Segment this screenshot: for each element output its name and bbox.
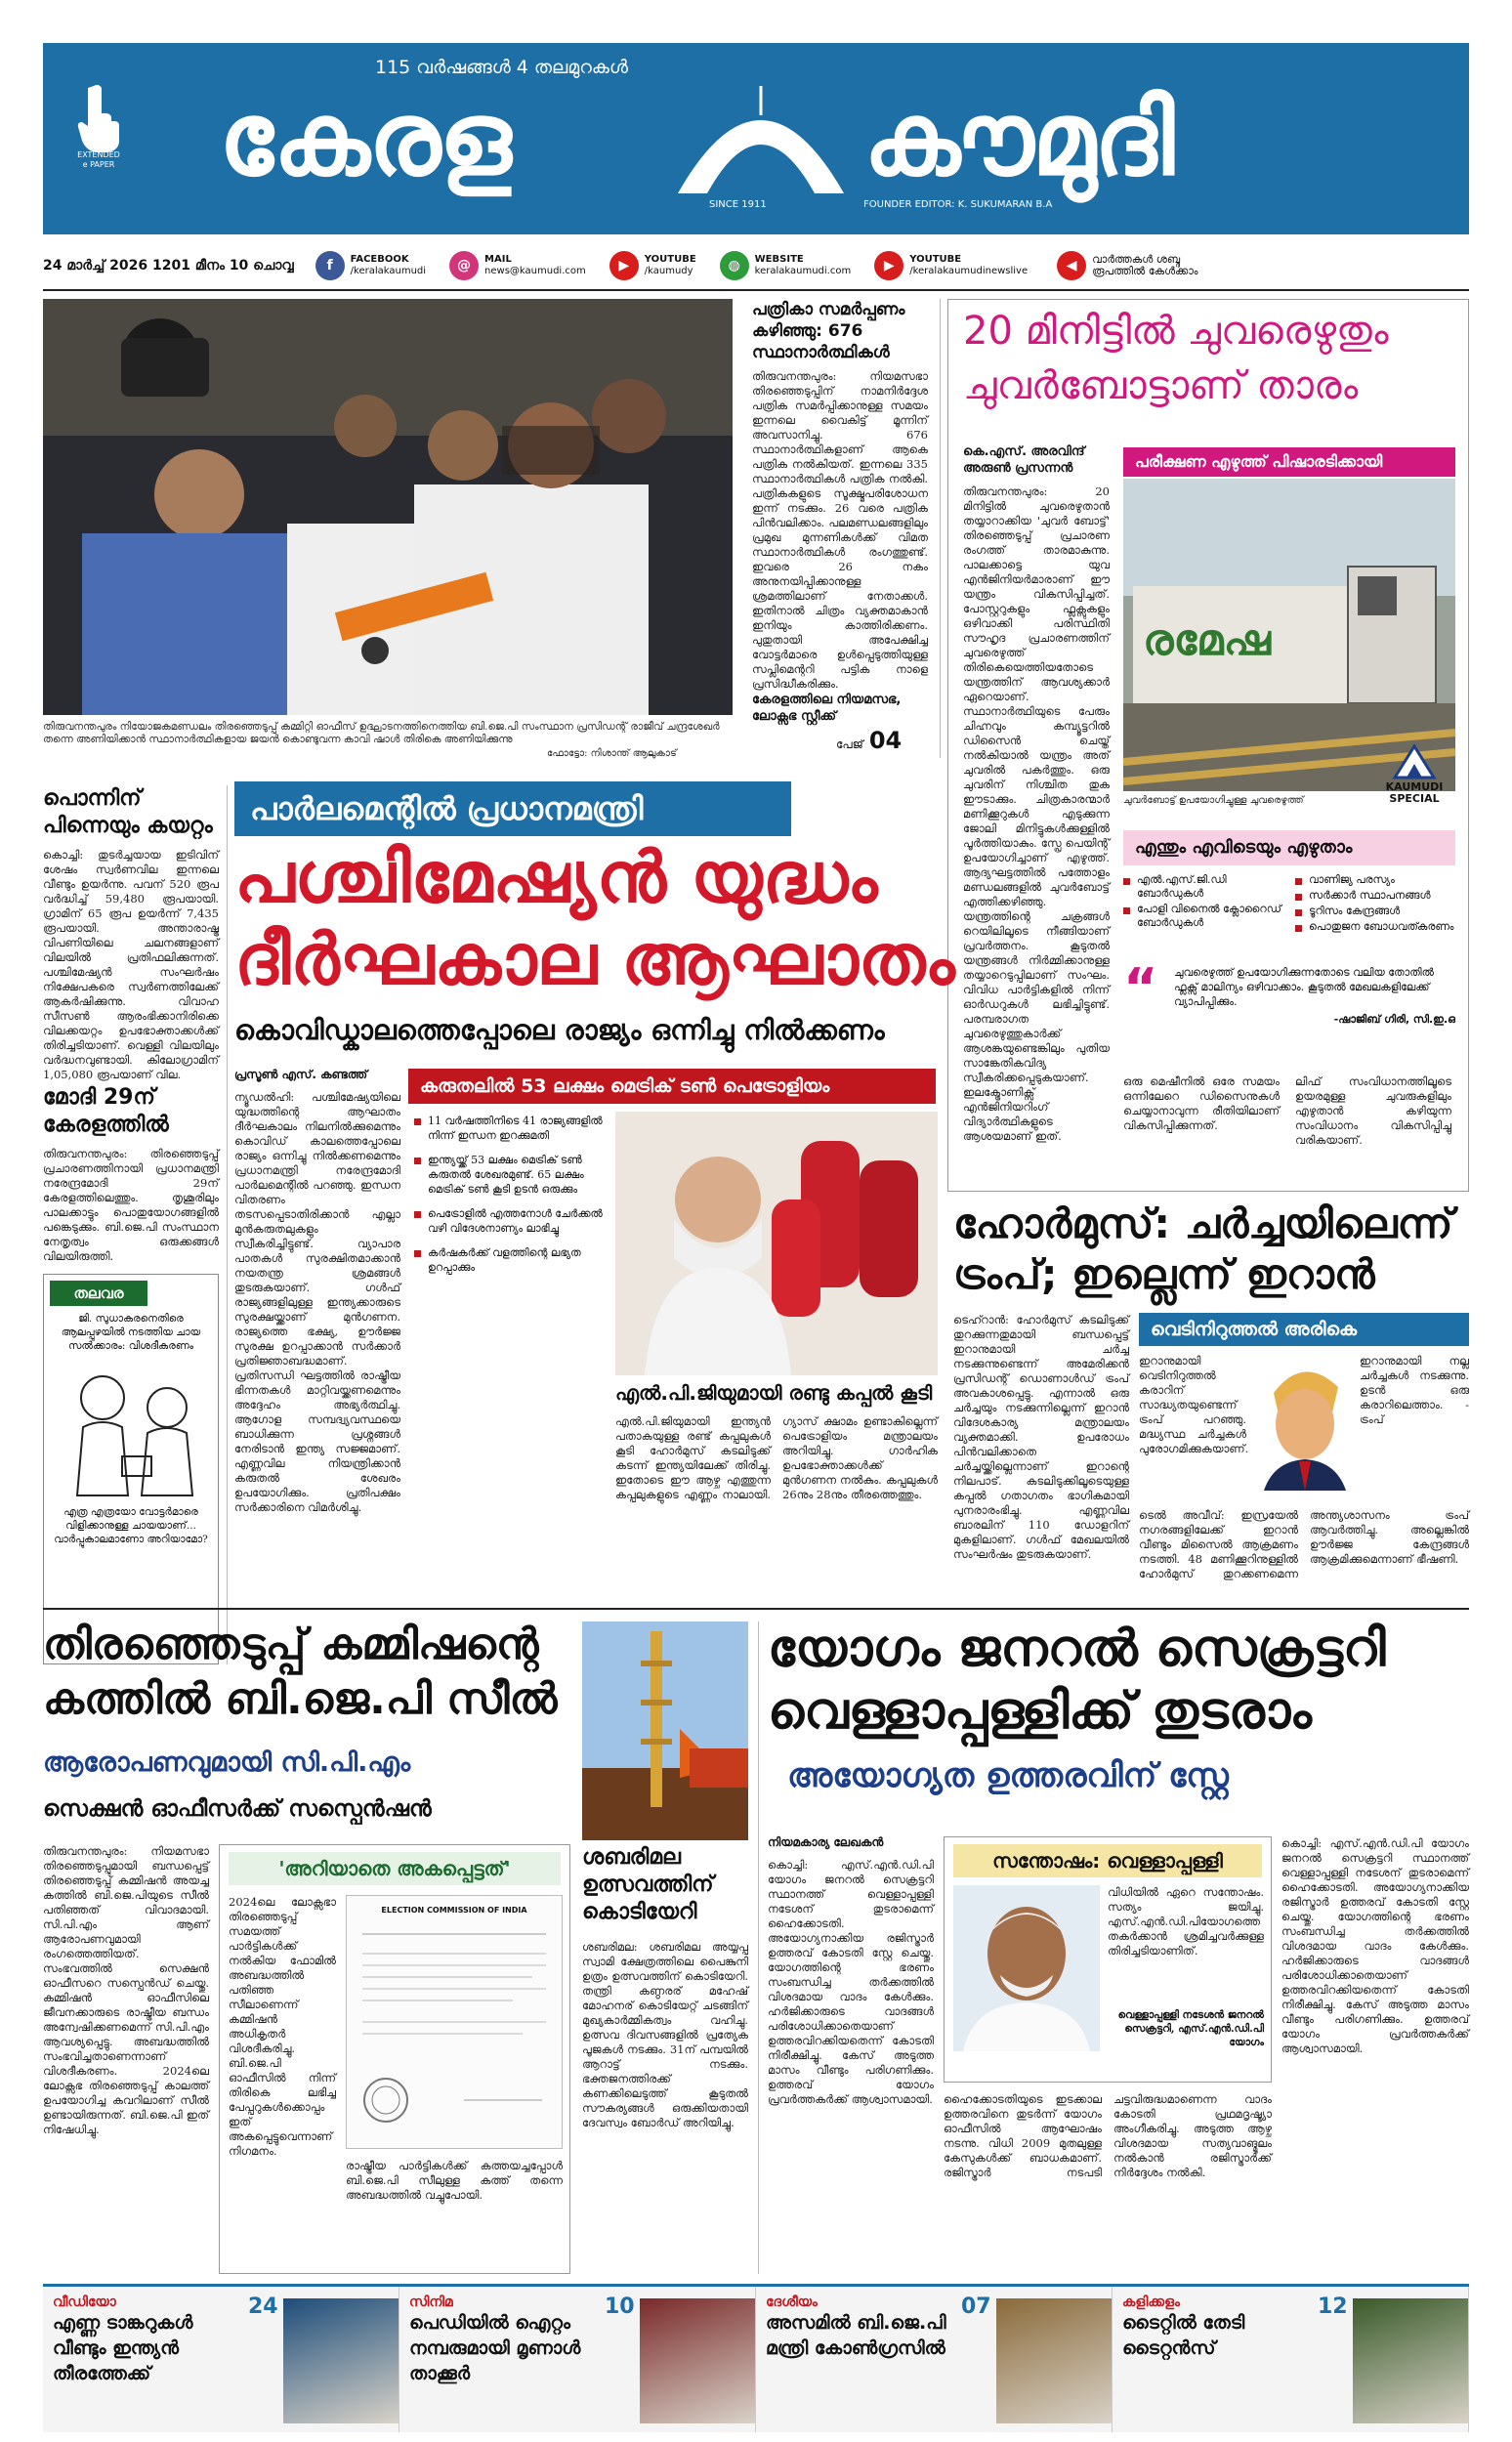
hormuz-body-2: ടെൽ അവീവ്: ഇസ്രയേൽ നഗരങ്ങളിലേക്ക് ഇറാൻ വീണ്ടും മിസൈൽ ആക്രമണം നടത്തി. 48 മണിക്കൂറിനുള്ളിൽ ഹോർമുസ് തുറക്കണമെന്ന അന്ത്യശാസനം ട്രംപ് ആവർത്തിച്ചു. അല്ലെങ്കിൽ ഊർജ്ജ കേന്ദ്രങ്ങൾ ആക്രമിക്കുമെന്നാണ് ഭീഷണി. bbox=[1139, 1508, 1469, 1580]
yogam-headline-2: വെള്ളാപ്പള്ളിക്ക് തുടരാം bbox=[768, 1682, 1312, 1741]
date-text: 24 മാർച്ച് 2026 1201 മീനം 10 ചൊവ്വ bbox=[43, 258, 294, 274]
youtube-icon: ▶ bbox=[874, 251, 903, 280]
footer-page-number: 24 bbox=[248, 2295, 278, 2319]
footer-teasers bbox=[43, 2284, 1469, 2432]
quote-block bbox=[1123, 957, 1455, 1045]
masthead bbox=[43, 43, 1469, 234]
where-item: സർക്കാർ സ്ഥാപനങ്ങൾ bbox=[1295, 889, 1455, 903]
page-number: 04 bbox=[868, 727, 903, 754]
reserve-item: കർഷകർക്ക് വളത്തിന്റെ ലഭ്യത ഉറപ്പാക്കും bbox=[414, 1245, 606, 1275]
gold-title: പൊന്നിന് പിന്നെയും കയറ്റം bbox=[43, 786, 213, 838]
footer-section-label: ദേശീയം bbox=[766, 2295, 818, 2310]
where-title: എന്തും എവിടെയും എഴുതാം bbox=[1123, 830, 1455, 865]
nomination-title: പത്രികാ സമർപ്പണം കഴിഞ്ഞു: 676 സ്ഥാനാർത്ഥികൾ bbox=[752, 300, 905, 362]
nomination-body: തിരുവനന്തപുരം: നിയമസഭാ തിരഞ്ഞെടുപ്പിന് നാമനിർദ്ദേശ പത്രിക സമർപ്പിക്കാനുള്ള സമയം ഇന്നലെ വൈകിട്ട് മൂന്നിന് അവസാനിച്ചു. 676 സ്ഥാനാർത്ഥികളാണ് ആകെ പത്രിക നൽകിയത്. ഇന്നലെ 335 സ്ഥാനാർത്ഥികൾ പത്രിക നൽകി. പത്രികകളുടെ സൂക്ഷ്മപരിശോധന ഇന്ന് നടക്കും. 26 വരെ പത്രിക പിൻവലിക്കാം. പലമണ്ഡലങ്ങളിലും പ്രമുഖ മുന്നണികൾക്ക് വിമത സ്ഥാനാർത്ഥികൾ രംഗത്തുണ്ട്. ഇവരെ 26 നകം അനുനയിപ്പിക്കാനുള്ള ശ്രമത്തിലാണ് നേതാക്കൾ. ഇതിനാൽ ചിത്രം വ്യക്തമാകാൻ ഇനിയും കാത്തിരിക്കണം. പുതുതായി അപേക്ഷിച്ച വോട്ടർമാരെ ഉൾപ്പെടുത്തിയുള്ള സപ്ലിമെന്ററി പട്ടിക നാളെ പ്രസിദ്ധീകരിക്കും. bbox=[752, 369, 928, 691]
reserve-bar: കരുതലിൽ 53 ലക്ഷം മെട്രിക് ടൺ പെട്രോളിയം bbox=[408, 1069, 936, 1104]
wall-byline: കെ.എസ്. അരവിന്ദ് അരുൺ പ്രസന്നൻ bbox=[963, 444, 1085, 476]
audio-text: വാർത്തകൾ ശബ്ദ രൂപത്തിൽ കേൾക്കാം bbox=[1092, 253, 1198, 277]
yogam-byline: നിയമകാര്യ ലേഖകൻ bbox=[768, 1835, 884, 1849]
election-box-body: 2024ലെ ലോക്സഭാ തിരഞ്ഞെടുപ്പ് സമയത്ത് പാർട്ടികൾക്ക് നൽകിയ ഫോമിൽ അബദ്ധത്തിൽ പതിഞ്ഞ സീലാണെന്ന് കമ്മിഷൻ അധികൃതർ വിശദീകരിച്ചു. ബി.ജെ.പി ഓഫീസിൽ നിന്ന് തിരികെ ലഭിച്ച പേപ്പറുകൾക്കൊപ്പം ഇത് അകപ്പെട്ടുവെന്നാണ് നിഗമനം. bbox=[229, 1895, 336, 2158]
where-item: പൊതുജന ബോധവത്കരണം bbox=[1295, 920, 1455, 934]
yogam-subhead: അയോഗ്യത ഉത്തരവിന് സ്റ്റേ bbox=[787, 1756, 1229, 1795]
hormuz-headline-1: ഹോർമുസ്: ചർച്ചയിലെന്ന് bbox=[953, 1200, 1453, 1247]
hormuz-headline-2: ട്രംപ്; ഇല്ലെന്ന് ഇറാൻ bbox=[953, 1250, 1375, 1298]
cartoon-illustration bbox=[44, 1359, 218, 1505]
gold-body: കൊച്ചി: തുടർച്ചയായ ഇടിവിന് ശേഷം സ്വർണവില ഇന്നലെ വീണ്ടും ഉയർന്നു. പവന് 520 രൂപ വർദ്ധിച്ച് 59,480 രൂപയായി. ഗ്രാമിന് 65 രൂപ ഉയർന്ന് 7,435 രൂപയായി. അന്താരാഷ്ട്ര വിപണിയിലെ ചലനങ്ങളാണ് വിലയിൽ പ്രതിഫലിക്കുന്നത്. പശ്ചിമേഷ്യൻ സംഘർഷം നിക്ഷേപകരെ സ്വർണത്തിലേക്ക് ആകർഷിക്കുന്നു. വിവാഹ സീസൺ ആരംഭിക്കാനിരിക്കെ വിലക്കയറ്റം ഉപഭോക്താക്കൾക്ക് തിരിച്ചടിയാണ്. വെള്ളി വിലയിലും വർദ്ധനവുണ്ടായി. കിലോഗ്രാമിന് 1,05,080 രൂപയാണ് വില. bbox=[43, 848, 219, 1081]
footer-teaser-text: എണ്ണ ടാങ്കറുകൾ വീണ്ടും ഇന്ത്യൻ തീരത്തേക്ക് bbox=[53, 2312, 193, 2384]
election-headline-1: തിരഞ്ഞെടുപ്പ് കമ്മിഷന്റെ bbox=[43, 1620, 539, 1669]
footer-page-number: 07 bbox=[961, 2295, 991, 2319]
modi-title: മോദി 29ന് കേരളത്തിൽ bbox=[43, 1085, 169, 1137]
where-item: എൽ.എസ്.ജി.ഡി ബോർഡുകൾ bbox=[1123, 873, 1283, 901]
founder-label: FOUNDER EDITOR: K. SUKUMARAN B.A bbox=[863, 199, 1053, 210]
footer-thumbnail bbox=[996, 2298, 1112, 2423]
mail-icon: @ bbox=[449, 251, 479, 280]
where-list bbox=[1123, 873, 1455, 934]
election-sub-1: ആരോപണവുമായി സി.പി.എം bbox=[43, 1747, 411, 1778]
wall-photo-caption: ചുവർബോട്ട് ഉപയോഗിച്ചുള്ള ചുവരെഴുത്ത് bbox=[1123, 795, 1304, 806]
footer-teaser-text: അസമിൽ ബി.ജെ.പി മന്ത്രി കോൺഗ്രസിൽ bbox=[766, 2312, 946, 2359]
footer-section-label: സിനിമ bbox=[409, 2295, 453, 2310]
election-sub-2: സെക്ഷൻ ഓഫീസർക്ക് സസ്പെൻഷൻ bbox=[43, 1796, 432, 1822]
vellappally-portrait bbox=[953, 1885, 1100, 2051]
wall-photo bbox=[1123, 479, 1455, 791]
campaign-photo-illustration bbox=[43, 299, 733, 715]
badge-text: KAUMUDI SPECIAL bbox=[1385, 780, 1444, 805]
reserve-item: 11 വർഷത്തിനിടെ 41 രാജ്യങ്ങളിൽ നിന്ന് ഇന്ധന ഇറക്കുമതി bbox=[414, 1114, 606, 1143]
social-text bbox=[755, 254, 852, 277]
dateline bbox=[43, 246, 1469, 285]
audio-link[interactable] bbox=[1057, 251, 1219, 280]
election-headline-2: കത്തിൽ ബി.ജെ.പി സീൽ bbox=[43, 1674, 558, 1724]
letter-lines-illustration bbox=[347, 1915, 562, 2139]
top-photo-credit: ഫോട്ടോ: നിശാന്ത് ആലുകാട് bbox=[547, 748, 677, 759]
reserve-list bbox=[414, 1114, 606, 1485]
yogam-body: കൊച്ചി: എസ്.എൻ.ഡി.പി യോഗം ജനറൽ സെക്രട്ടറി സ്ഥാനത്ത് വെള്ളാപ്പള്ളി നടേശന് തുടരാമെന്ന് ഹൈക്കോടതി. അയോഗ്യനാക്കിയ രജിസ്ട്രാർ ഉത്തരവ് കോടതി സ്റ്റേ ചെയ്തു. യോഗത്തിന്റെ ഭരണം സംബന്ധിച്ച തർക്കത്തിൽ വിശദമായ വാദം കേൾക്കും. ഹർജിക്കാരുടെ വാദങ്ങൾ പരിശോധിക്കാതെയാണ് ഉത്തരവിറക്കിയതെന്ന് കോടതി നിരീക്ഷിച്ചു. കേസ് അടുത്ത മാസം വീണ്ടും പരിഗണിക്കും. ഉത്തരവ് യോഗം പ്രവർത്തകർക്ക് ആശ്വാസമായി. bbox=[768, 1858, 934, 2106]
sabarimala-title: ശബരിമല ഉത്സവത്തിന് കൊടിയേറി bbox=[582, 1845, 714, 1924]
ceasefire-body: ഇറാനുമായി വെടിനിറുത്തൽ കരാറിന് സാദ്ധ്യതയുണ്ടെന്ന് ട്രംപ് പറഞ്ഞു. മദ്ധ്യസ്ഥ ചർച്ചകൾ പുരോഗമിക്കുകയാണ്. bbox=[1139, 1354, 1249, 1455]
main-byline: പ്രസൂൺ എസ്. കണ്ടത്ത് bbox=[234, 1068, 368, 1081]
wall-extra-2: ലിഫ് സംവിധാനത്തിലൂടെ ഉയരമുള്ള ചുവരുകളിലും എഴുതാൻ കഴിയുന്ന സംവിധാനം വികസിപ്പിച്ചു വരികയാണ്. bbox=[1295, 1074, 1451, 1147]
footer-teaser-thumb-block bbox=[1318, 2295, 1458, 2424]
mountain-icon bbox=[1395, 746, 1434, 778]
modi-photo bbox=[615, 1112, 938, 1375]
social-link-mail-1[interactable] bbox=[449, 251, 586, 280]
social-text bbox=[909, 254, 1028, 277]
epaper-badge[interactable] bbox=[64, 82, 133, 189]
cartoon-bottom-text: എത്ര എത്രയോ വോട്ടർമാരെ വിളിക്കാനുള്ള ചായയാണ്... വാർപ്പുകാലമാണോ അറിയാമോ? bbox=[54, 1506, 208, 1545]
nomination-more: കേരളത്തിലെ നിയമസഭ, ലോക്സഭ സ്റ്റീക്ക് bbox=[752, 693, 902, 724]
facebook-icon: f bbox=[315, 251, 345, 280]
top-photo-caption: തിരുവനന്തപുരം നിയോജകമണ്ഡലം തിരഞ്ഞെടുപ്പ് കമ്മിറ്റി ഓഫീസ് ഉദ്ഘാടനത്തിനെത്തിയ ബി.ജെ.പി സംസ്ഥാന പ്രസിഡന്റ് രാജീവ് ചന്ദ്രശേഖർ തന്നെ അണിയിക്കാൻ സ്ഥാനാർത്ഥികളായ ജയൻ കൊണ്ടുവന്ന കാവി ഷാൾ തിരികെ അണിയിക്കുന്നു bbox=[43, 721, 720, 745]
social-name: YOUTUBE bbox=[909, 254, 962, 265]
nomination-page-ref[interactable] bbox=[836, 727, 902, 754]
footer-thumbnail bbox=[283, 2298, 399, 2423]
modi-body: തിരുവനന്തപുരം: തിരഞ്ഞെടുപ്പ് പ്രചാരണത്തിനായി പ്രധാനമന്ത്രി നരേന്ദ്രമോദി 29ന് കേരളത്തിലെത്തും. തൃശൂരിലും പാലക്കാട്ടും പൊതുയോഗങ്ങളിൽ പങ്കെടുക്കും. ബി.ജെ.പി സംസ്ഥാന നേതൃത്വം ഒരുക്കങ്ങൾ വിലയിരുത്തി. bbox=[43, 1147, 219, 1263]
wall-text: രമേഷ bbox=[1143, 615, 1271, 665]
social-link-facebook-0[interactable] bbox=[315, 251, 426, 280]
yogam-box-title: സന്തോഷം: വെള്ളാപ്പള്ളി bbox=[953, 1844, 1262, 1877]
footer-teaser-text-block bbox=[1122, 2295, 1308, 2424]
where-item: ടൂറിസം കേന്ദ്രങ്ങൾ bbox=[1295, 905, 1455, 918]
footer-teaser-text: ടൈറ്റിൽ തേടി ടൈറ്റൻസ് bbox=[1122, 2312, 1245, 2359]
social-text bbox=[484, 254, 586, 277]
footer-thumbnail bbox=[1353, 2298, 1468, 2423]
sabarimala-body: ശബരിമല: ശബരിമല അയ്യപ്പ സ്വാമി ക്ഷേത്രത്തിലെ പൈങ്കുനി ഉത്രം ഉത്സവത്തിന് കൊടിയേറി. തന്ത്രി കണ്ഠരര് മഹേഷ് മോഹനര് കൊടിയേറ്റ് ചടങ്ങിന് മുഖ്യകാർമ്മികത്വം വഹിച്ചു. ഉത്സവ ദിവസങ്ങളിൽ പ്രത്യേക പൂജകൾ നടക്കും. 31ന് പമ്പയിൽ ആറാട്ട് നടക്കും. ഭക്തജനത്തിരക്ക് കണക്കിലെടുത്ത് കൂടുതൽ സൗകര്യങ്ങൾ ഒരുക്കിയതായി ദേവസ്വം ബോർഡ് അറിയിച്ചു. bbox=[582, 1940, 748, 2129]
dateline-rule bbox=[43, 289, 1469, 291]
cartoon-top-text: ജി. സുധാകരനെതിരെ ആലപ്പുഴയിൽ നടത്തിയ ചായ സൽക്കാരം: വിശദീകരണം bbox=[61, 1313, 201, 1352]
main-headline-2: ദീർഘകാല ആഘാതം bbox=[234, 918, 955, 1000]
footer-teaser-1[interactable] bbox=[399, 2287, 756, 2432]
top-photo bbox=[43, 299, 733, 715]
social-link-youtube-2[interactable] bbox=[609, 251, 696, 280]
mid-rule bbox=[43, 1608, 1469, 1610]
social-handle: /keralakaumudi bbox=[350, 266, 427, 276]
social-name: WEBSITE bbox=[754, 254, 804, 265]
masthead-tagline: 115 വർഷങ്ങൾ 4 തലമുറകൾ bbox=[375, 57, 628, 78]
sabarimala-photo bbox=[582, 1621, 748, 1840]
main-kicker: പാർലമെന്റിൽ പ്രധാനമന്ത്രി bbox=[234, 781, 791, 836]
social-text bbox=[645, 254, 696, 277]
where-item: പോളി വിനൈൽ ക്ലോറൈഡ് ബോർഡുകൾ bbox=[1123, 903, 1283, 930]
wall-body: തിരുവനന്തപുരം: 20 മിനിട്ടിൽ ചുവരെഴുതാൻ തയ്യാറാക്കിയ 'ചുവർ ബോട്ട്' തിരഞ്ഞെടുപ്പ് പ്രചാരണ രംഗത്ത് താരമാകുന്നു. പാലക്കാട്ടെ യുവ എൻജിനിയർമാരാണ് ഈ യന്ത്രം വികസിപ്പിച്ചത്. പോസ്റ്ററുകളും ഫ്ലക്സുകളും ഒഴിവാക്കി പരിസ്ഥിതി സൗഹൃദ പ്രചാരണത്തിന് ചുവരെഴുത്ത് തിരികെയെത്തിയതോടെ യന്ത്രത്തിന് ആവശ്യക്കാർ ഏറെയാണ്. സ്ഥാനാർത്ഥിയുടെ പേരും ചിഹ്നവും കമ്പ്യൂട്ടറിൽ ഡിസൈൻ ചെയ്ത് നൽകിയാൽ യന്ത്രം അത് ചുവരിൽ പകർത്തും. ഒരു ചുവരിന് നിശ്ചിത തുക ഈടാക്കും. ചിത്രകാരന്മാർ മണിക്കൂറുകൾ എടുക്കുന്ന ജോലി മിനിട്ടുകൾക്കുള്ളിൽ പൂർത്തിയാകും. സ്പ്രേ പെയിന്റ് ഉപയോഗിച്ചാണ് എഴുത്ത്. ആദ്യഘട്ടത്തിൽ പത്തോളം മണ്ഡലങ്ങളിൽ ചുവർബോട്ട് എത്തിക്കഴിഞ്ഞു. യന്ത്രത്തിന്റെ ചക്രങ്ങൾ റെയിലിലൂടെ നീങ്ങിയാണ് പ്രവർത്തനം. കൂടുതൽ യന്ത്രങ്ങൾ നിർമ്മിക്കാനുള്ള തയ്യാറെടുപ്പിലാണ് സംഘം. വിവിധ പാർട്ടികളിൽ നിന്ന് ഓർഡറുകൾ ലഭിച്ചിട്ടുണ്ട്. പരമ്പരാഗത ചുവരെഴുത്തുകാർക്ക് ആശങ്കയുണ്ടെങ്കിലും പുതിയ സാങ്കേതികവിദ്യ സ്വീകരിക്കപ്പെടുകയാണ്. ഇലക്ട്രോണിക്സ് എൻജിനിയറിംഗ് വിദ്യാർത്ഥികളുടെ ആശയമാണ് ഇത്. bbox=[963, 484, 1110, 1143]
lamp-logo-icon bbox=[668, 76, 854, 193]
speaker-icon: ◀ bbox=[1057, 251, 1086, 280]
where-item: വാണിജ്യ പരസ്യം bbox=[1295, 873, 1455, 887]
letter-heading: ELECTION COMMISSION OF INDIA bbox=[381, 1906, 527, 1915]
logo-left: കേരള bbox=[219, 79, 510, 198]
modi-lpg-illustration bbox=[615, 1112, 938, 1375]
quote-author: -ഷാജിബ് ഗിരി, സി.ഇ.ഒ bbox=[1333, 1013, 1455, 1026]
election-box-title: 'അറിയാതെ അകപ്പെട്ടത്' bbox=[229, 1852, 561, 1885]
column-divider-3 bbox=[758, 1621, 759, 2274]
wall-extra-1: ഒരു മെഷീനിൽ ഒരേ സമയം ഒന്നിലേറെ ഡിസൈനുകൾ ചെയ്യാനാവുന്ന രീതിയിലാണ് വികസിപ്പിക്കുന്നത്. bbox=[1123, 1074, 1280, 1132]
footer-teaser-0[interactable] bbox=[43, 2287, 399, 2432]
youtube-icon: ▶ bbox=[609, 251, 639, 280]
since-label: SINCE 1911 bbox=[709, 199, 767, 210]
hormuz-body: ടെഹ്റാൻ: ഹോർമുസ് കടലിടുക്ക് തുറക്കുന്നതുമായി ബന്ധപ്പെട്ട് ഇറാനുമായി ചർച്ച നടക്കുന്നുണ്ടെന്ന് അമേരിക്കൻ പ്രസിഡന്റ് ഡൊണാൾഡ് ട്രംപ് അവകാശപ്പെട്ടു. എന്നാൽ ഒരു ചർച്ചയും നടക്കുന്നില്ലെന്ന് ഇറാൻ വിദേശകാര്യ മന്ത്രാലയം വ്യക്തമാക്കി. ഉപരോധം പിൻവലിക്കാതെ ചർച്ചയ്ക്കില്ലെന്നാണ് ഇറാന്റെ നിലപാട്. കടലിടുക്കിലൂടെയുള്ള കപ്പൽ ഗതാഗതം ഭാഗികമായി പുനരാരംഭിച്ചു. എണ്ണവില ബാരലിന് 110 ഡോളറിന് മുകളിലാണ്. ഗൾഫ് മേഖലയിൽ സംഘർഷം തുടരുകയാണ്. bbox=[953, 1313, 1129, 1561]
website-icon: ◍ bbox=[720, 251, 749, 280]
social-name: MAIL bbox=[484, 254, 512, 265]
lpg-body: എൽ.പി.ജിയുമായി ഇന്ത്യൻ പതാകയുള്ള രണ്ട് കപ്പലുകൾ കൂടി ഹോർമുസ് കടലിടുക്ക് കടന്ന് ഇന്ത്യയിലേക്ക് തിരിച്ചു. ഇതോടെ ഈ ആഴ്ച എത്തുന്ന കപ്പലുകളുടെ എണ്ണം നാലായി. ഗ്യാസ് ക്ഷാമം ഉണ്ടാകില്ലെന്ന് പെട്രോളിയം മന്ത്രാലയം അറിയിച്ചു. ഗാർഹിക ഉപഭോക്താക്കൾക്ക് മുൻഗണന നൽകും. കപ്പലുകൾ 26നും 28നും തീരത്തെത്തും. bbox=[615, 1414, 938, 1501]
main-subhead: കൊവിഡ്കാലത്തെപ്പോലെ രാജ്യം ഒന്നിച്ചു നിൽക്കണം bbox=[234, 1014, 885, 1046]
footer-teaser-thumb-block bbox=[248, 2295, 389, 2424]
footer-teaser-thumb-block bbox=[961, 2295, 1102, 2424]
extended-label: EXTENDED bbox=[77, 150, 120, 159]
main-body: ന്യൂഡൽഹി: പശ്ചിമേഷ്യയിലെ യുദ്ധത്തിന്റെ ആഘാതം ദീർഘകാലം നിലനിൽക്കുമെന്നും കൊവിഡ് കാലത്തെപ്പോലെ രാജ്യം ഒന്നിച്ചു നിൽക്കണമെന്നും പ്രധാനമന്ത്രി നരേന്ദ്രമോദി പാർലമെന്റിൽ പറഞ്ഞു. ഇന്ധന വിതരണം തടസപ്പെടാതിരിക്കാൻ എല്ലാ മുൻകരുതലുകളും സ്വീകരിച്ചിട്ടുണ്ട്. വ്യാപാര പാതകൾ സുരക്ഷിതമാക്കാൻ നയതന്ത്ര ശ്രമങ്ങൾ തുടരുകയാണ്. ഗൾഫ് രാജ്യങ്ങളിലുള്ള ഇന്ത്യക്കാരുടെ സുരക്ഷയ്ക്കാണ് മുൻഗണന. രാജ്യത്തെ ഭക്ഷ്യ, ഊർജ്ജ സുരക്ഷ ഉറപ്പാക്കാൻ സർക്കാർ പ്രതിജ്ഞാബദ്ധമാണ്. പ്രതിസന്ധി ഘട്ടത്തിൽ രാഷ്ട്രീയ ഭിന്നതകൾ മാറ്റിവയ്ക്കണമെന്നും അദ്ദേഹം അഭ്യർത്ഥിച്ചു. ആഗോള സമ്പദ്വ്യവസ്ഥയെ ബാധിക്കുന്ന പ്രശ്നങ്ങൾ നേരിടാൻ ഇന്ത്യ സജ്ജമാണ്. എണ്ണവില നിയന്ത്രിക്കാൻ കരുതൽ ശേഖരം ഉപയോഗിക്കും. പ്രതിപക്ഷം സർക്കാരിനെ വിമർശിച്ചു. bbox=[234, 1090, 400, 1514]
election-box-body-2: രാഷ്ട്രീയ പാർട്ടികൾക്ക് കത്തയച്ചപ്പോൾ ബി.ജെ.പി സീലുള്ള കത്ത് തന്നെ അബദ്ധത്തിൽ വച്ചുപോയി. bbox=[346, 2159, 563, 2202]
cartoon-title: തലവര bbox=[50, 1281, 147, 1306]
yogam-box-body: വിധിയിൽ ഏറെ സന്തോഷം. സത്യം ജയിച്ചു. എസ്.എൻ.ഡി.പിയോഗത്തെ തകർക്കാൻ ശ്രമിച്ചവർക്കുള്ള തിരിച്ചടിയാണിത്. bbox=[1108, 1885, 1264, 1958]
quote-mark-icon: “ bbox=[1123, 957, 1158, 1019]
column-divider-2 bbox=[227, 785, 228, 1664]
footer-teaser-text-block bbox=[766, 2295, 951, 2424]
social-text bbox=[351, 254, 426, 277]
main-headline-1: പശ്ചിമേഷ്യൻ യുദ്ധം bbox=[234, 836, 878, 918]
footer-thumbnail bbox=[640, 2298, 755, 2423]
cartoon-box bbox=[43, 1274, 219, 1664]
footer-section-label: കളിക്കളം bbox=[1122, 2295, 1180, 2310]
footer-teaser-thumb-block bbox=[605, 2295, 745, 2424]
footer-teaser-text: പെഡിയിൽ ഐറ്റം നമ്പരുമായി മൃണാൾ താക്കൂർ bbox=[409, 2312, 581, 2384]
wall-headline-1: 20 മിനിട്ടിൽ ചുവരെഴുതും bbox=[963, 309, 1389, 354]
epaper-label: e PAPER bbox=[82, 160, 115, 169]
footer-teaser-2[interactable] bbox=[756, 2287, 1113, 2432]
reserve-item: ഇന്ത്യയ്ക്ക് 53 ലക്ഷം മെട്രിക് ടൺ കരുതൽ ശേഖരമുണ്ട്. 65 ലക്ഷം മെട്രിക് ടൺ കൂടി ഉടൻ ഒരുക്കും bbox=[414, 1153, 606, 1197]
wall-headline-2: ചുവർബോട്ടാണ് താരം bbox=[963, 363, 1359, 408]
election-body: തിരുവനന്തപുരം: നിയമസഭാ തിരഞ്ഞെടുപ്പുമായി ബന്ധപ്പെട്ട് തിരഞ്ഞെടുപ്പ് കമ്മിഷൻ അയച്ച കത്തിൽ ബി.ജെ.പിയുടെ സീൽ പതിഞ്ഞത് വിവാദമായി. സി.പി.എം ആണ് ആരോപണവുമായി രംഗത്തെത്തിയത്. സംഭവത്തിൽ സെക്ഷൻ ഓഫീസറെ സസ്പെൻഡ് ചെയ്തു. കമ്മിഷൻ ഓഫീസിലെ ജീവനക്കാരുടെ രാഷ്ട്രീയ ബന്ധം അന്വേഷിക്കണമെന്ന് സി.പി.എം ആവശ്യപ്പെട്ടു. അബദ്ധത്തിൽ സംഭവിച്ചതാണെന്നാണ് വിശദീകരണം. 2024ലെ ലോക്സഭ തിരഞ്ഞെടുപ്പ് കാലത്ത് ഉപയോഗിച്ച കവറിലാണ് സീൽ ഉണ്ടായിരുന്നത്. ബി.ജെ.പി ഇത് നിഷേധിച്ചു. bbox=[43, 1844, 209, 2136]
social-links bbox=[315, 251, 1028, 280]
logo-right: കൗമുദി bbox=[863, 79, 1173, 198]
social-handle: news@kaumudi.com bbox=[484, 266, 586, 276]
yogam-body-2: ഹൈക്കോടതിയുടെ ഇടക്കാല ഉത്തരവിനെ തുടർന്ന് യോഗം ഓഫീസിൽ ആഘോഷം നടന്നു. വിധി 2009 മുതലുള്ള കേസുകൾക്ക് ബാധകമാണ്. രജിസ്ട്രാർ നടപടി ചട്ടവിരുദ്ധമാണെന്ന വാദം കോടതി പ്രഥമദൃഷ്ട്യാ അംഗീകരിച്ചു. അടുത്ത ആഴ്ച വിശദമായ സത്യവാങ്മൂലം നൽകാൻ രജിസ്ട്രാർക്ക് നിർദ്ദേശം നൽകി. bbox=[944, 2092, 1272, 2179]
yogam-box-by: വെള്ളാപ്പള്ളി നടേശൻ ജനറൽ സെക്രട്ടറി, എസ്.എൻ.ഡി.പി യോഗം bbox=[1117, 2009, 1264, 2048]
reserve-item: പെട്രോളിൽ എത്തനോൾ ചേർക്കൽ വഴി വിദേശനാണ്യം ലാഭിച്ചു bbox=[414, 1206, 606, 1236]
hand-pointer-icon bbox=[76, 82, 121, 150]
election-letter-image bbox=[346, 1895, 563, 2149]
social-name: YOUTUBE bbox=[644, 254, 696, 265]
footer-page-number: 10 bbox=[605, 2295, 635, 2319]
yogam-headline-1: യോഗം ജനറൽ സെക്രട്ടറി bbox=[768, 1620, 1386, 1678]
quote-text: ചുവരെഴുത്ത് ഉപയോഗിക്കുന്നതോടെ വലിയ തോതിൽ ഫ്ലക്സ് മാലിന്യം ഒഴിവാക്കാം. കൂടുതൽ മേഖലകളിലേക്ക് വ്യാപിപ്പിക്കും. bbox=[1174, 966, 1434, 1008]
social-link-website-3[interactable] bbox=[720, 251, 852, 280]
footer-section-label: വീഡിയോ bbox=[53, 2295, 116, 2310]
temple-flag-illustration bbox=[582, 1621, 748, 1840]
ceasefire-bar: വെടിനിറുത്തൽ അരികെ bbox=[1139, 1313, 1469, 1346]
social-handle: /kaumudy bbox=[644, 266, 693, 276]
lpg-caption: എൽ.പി.ജിയുമായി രണ്ടു കപ്പൽ കൂടി bbox=[615, 1381, 933, 1405]
footer-teaser-3[interactable] bbox=[1113, 2287, 1469, 2432]
wall-sub-label: പരീക്ഷണ എഴുത്ത് പിഷാരടിക്കായി bbox=[1123, 447, 1455, 477]
footer-page-number: 12 bbox=[1318, 2295, 1348, 2319]
footer-teaser-text-block bbox=[53, 2295, 238, 2424]
column-divider-1 bbox=[940, 299, 941, 758]
kaumudi-special-badge bbox=[1377, 746, 1451, 822]
trump-illustration bbox=[1254, 1354, 1352, 1491]
social-handle: keralakaumudi.com bbox=[754, 266, 852, 276]
page-label: പേജ് bbox=[836, 737, 863, 751]
footer-teaser-text-block bbox=[409, 2295, 595, 2424]
social-handle: /keralakaumudinewslive bbox=[909, 266, 1029, 276]
ceasefire-quote: ഇറാനുമായി നല്ല ചർച്ചകൾ നടക്കുന്നു. ഉടൻ ഒരു കരാറിലെത്താം. - ട്രംപ് bbox=[1360, 1354, 1469, 1426]
social-name: FACEBOOK bbox=[350, 254, 409, 265]
social-link-youtube-4[interactable] bbox=[874, 251, 1028, 280]
yogam-body-3: കൊച്ചി: എസ്.എൻ.ഡി.പി യോഗം ജനറൽ സെക്രട്ടറി സ്ഥാനത്ത് വെള്ളാപ്പള്ളി നടേശന് തുടരാമെന്ന് ഹൈക്കോടതി. അയോഗ്യനാക്കിയ രജിസ്ട്രാർ ഉത്തരവ് കോടതി സ്റ്റേ ചെയ്തു. യോഗത്തിന്റെ ഭരണം സംബന്ധിച്ച തർക്കത്തിൽ വിശദമായ വാദം കേൾക്കും. ഹർജിക്കാരുടെ വാദങ്ങൾ പരിശോധിക്കാതെയാണ് ഉത്തരവിറക്കിയതെന്ന് കോടതി നിരീക്ഷിച്ചു. കേസ് അടുത്ത മാസം വീണ്ടും പരിഗണിക്കും. ഉത്തരവ് യോഗം പ്രവർത്തകർക്ക് ആശ്വാസമായി. bbox=[1281, 1836, 1469, 2055]
